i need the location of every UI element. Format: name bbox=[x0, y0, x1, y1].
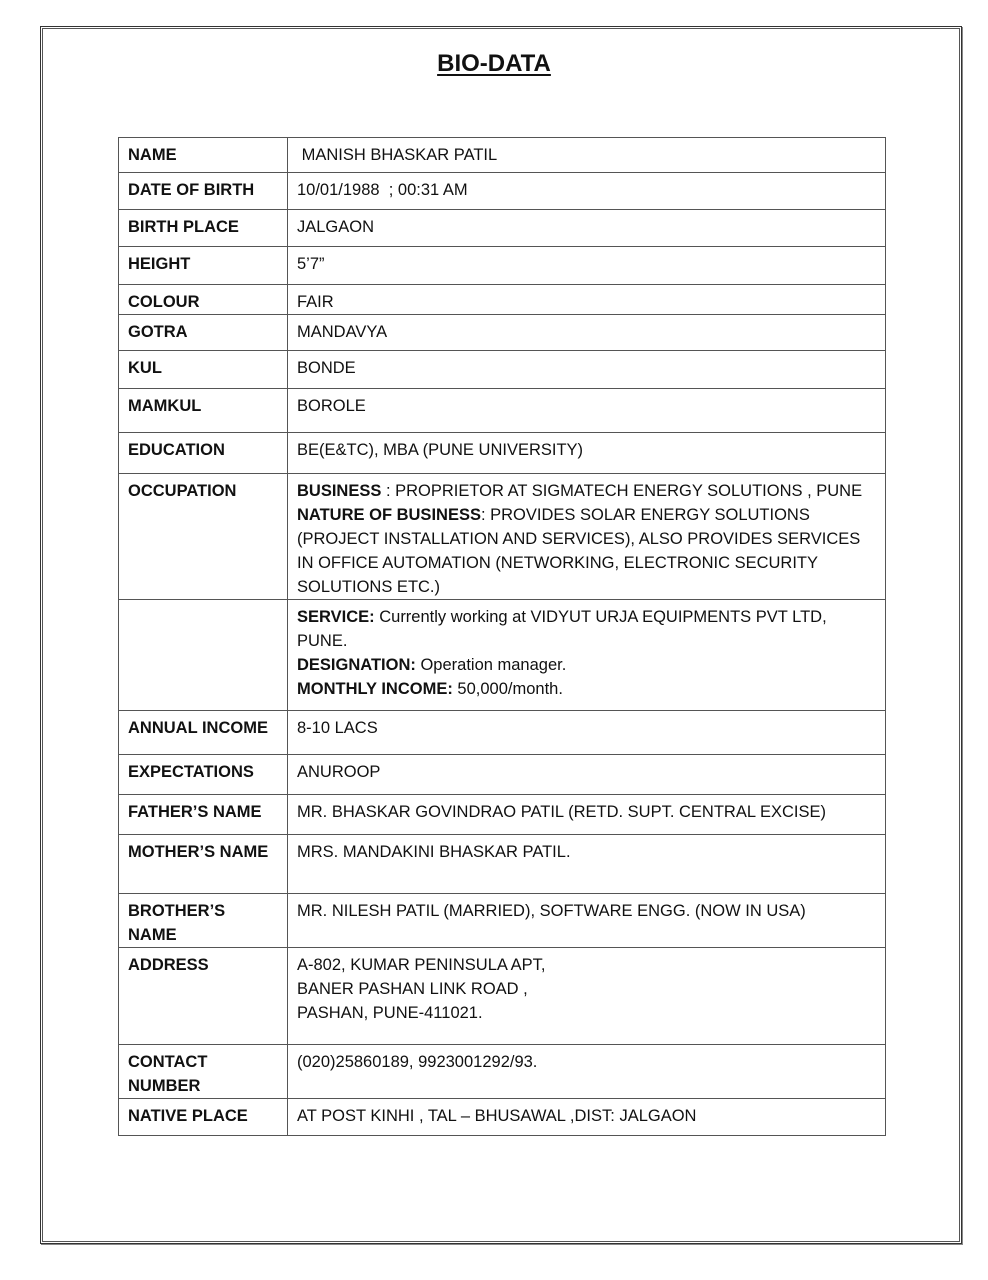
designation-value: Operation manager. bbox=[415, 656, 567, 674]
label-height: HEIGHT bbox=[119, 247, 288, 285]
row-contact bbox=[119, 1045, 886, 1099]
title-text: BIO-DATA bbox=[437, 50, 551, 77]
value-colour: FAIR bbox=[288, 285, 886, 315]
value-address bbox=[288, 948, 886, 1045]
business-label: BUSINESS bbox=[297, 482, 382, 500]
label-mother: MOTHER’S NAME bbox=[119, 835, 288, 894]
biodata-table bbox=[118, 137, 886, 1136]
row-name bbox=[119, 138, 886, 173]
label-annual-income: ANNUAL INCOME bbox=[119, 711, 288, 755]
label-gotra: GOTRA bbox=[119, 315, 288, 351]
label-kul: KUL bbox=[119, 351, 288, 389]
monthly-income-value: 50,000/month. bbox=[452, 680, 563, 698]
label-contact: CONTACT NUMBER bbox=[119, 1045, 288, 1099]
value-native: AT POST KINHI , TAL – BHUSAWAL ,DIST: JALGAON bbox=[288, 1099, 886, 1136]
row-colour bbox=[119, 285, 886, 315]
address-line-1: A-802, KUMAR PENINSULA APT, bbox=[297, 956, 546, 974]
label-service-empty bbox=[119, 600, 288, 711]
row-address bbox=[119, 948, 886, 1045]
value-birth-place: JALGAON bbox=[288, 210, 886, 247]
label-brother: BROTHER’S NAME bbox=[119, 894, 288, 948]
value-dob: 10/01/1988 ; 00:31 AM bbox=[288, 173, 886, 210]
value-father: MR. BHASKAR GOVINDRAO PATIL (RETD. SUPT. CENTRAL EXCISE) bbox=[288, 795, 886, 835]
row-occupation bbox=[119, 474, 886, 600]
service-label: SERVICE: bbox=[297, 608, 375, 626]
value-occupation bbox=[288, 474, 886, 600]
row-dob bbox=[119, 173, 886, 210]
value-height: 5’7” bbox=[288, 247, 886, 285]
value-education: BE(E&TC), MBA (PUNE UNIVERSITY) bbox=[288, 433, 886, 474]
value-gotra: MANDAVYA bbox=[288, 315, 886, 351]
address-line-3: PASHAN, PUNE-411021. bbox=[297, 1004, 483, 1022]
row-native bbox=[119, 1099, 886, 1136]
value-annual-income: 8-10 LACS bbox=[288, 711, 886, 755]
value-expectations: ANUROOP bbox=[288, 755, 886, 795]
row-mother bbox=[119, 835, 886, 894]
label-address: ADDRESS bbox=[119, 948, 288, 1045]
value-name: MANISH BHASKAR PATIL bbox=[288, 138, 886, 173]
row-education bbox=[119, 433, 886, 474]
row-father bbox=[119, 795, 886, 835]
row-service bbox=[119, 600, 886, 711]
business-value: : PROPRIETOR AT SIGMATECH ENERGY SOLUTIONS , PUNE bbox=[381, 482, 863, 500]
row-brother bbox=[119, 894, 886, 948]
nature-label: NATURE OF BUSINESS bbox=[297, 506, 481, 524]
document-title bbox=[0, 50, 988, 78]
service-value: Currently working at VIDYUT URJA EQUIPMENTS PVT LTD, PUNE. bbox=[297, 608, 827, 650]
label-occupation: OCCUPATION bbox=[119, 474, 288, 600]
label-native: NATIVE PLACE bbox=[119, 1099, 288, 1136]
monthly-income-label: MONTHLY INCOME: bbox=[297, 680, 453, 698]
value-kul: BONDE bbox=[288, 351, 886, 389]
row-annual-income bbox=[119, 711, 886, 755]
label-education: EDUCATION bbox=[119, 433, 288, 474]
value-mother: MRS. MANDAKINI BHASKAR PATIL. bbox=[288, 835, 886, 894]
address-line-2: BANER PASHAN LINK ROAD , bbox=[297, 980, 528, 998]
label-colour: COLOUR bbox=[119, 285, 288, 315]
row-gotra bbox=[119, 315, 886, 351]
value-brother: MR. NILESH PATIL (MARRIED), SOFTWARE ENGG. (NOW IN USA) bbox=[288, 894, 886, 948]
row-expectations bbox=[119, 755, 886, 795]
value-service bbox=[288, 600, 886, 711]
row-birth-place bbox=[119, 210, 886, 247]
label-birth-place: BIRTH PLACE bbox=[119, 210, 288, 247]
label-expectations: EXPECTATIONS bbox=[119, 755, 288, 795]
value-contact: (020)25860189, 9923001292/93. bbox=[288, 1045, 886, 1099]
designation-label: DESIGNATION: bbox=[297, 656, 416, 674]
row-height bbox=[119, 247, 886, 285]
row-kul bbox=[119, 351, 886, 389]
value-mamkul: BOROLE bbox=[288, 389, 886, 433]
label-mamkul: MAMKUL bbox=[119, 389, 288, 433]
label-name: NAME bbox=[119, 138, 288, 173]
label-dob: DATE OF BIRTH bbox=[119, 173, 288, 210]
label-father: FATHER’S NAME bbox=[119, 795, 288, 835]
nature-value: : PROVIDES SOLAR ENERGY SOLUTIONS (PROJECT INSTALLATION AND SERVICES), ALSO PROVIDES SERVICES IN OFFICE AUTOMATION (NETWORKING, ELECTRONIC SECURITY SOLUTIONS ETC.) bbox=[297, 506, 861, 596]
row-mamkul bbox=[119, 389, 886, 433]
